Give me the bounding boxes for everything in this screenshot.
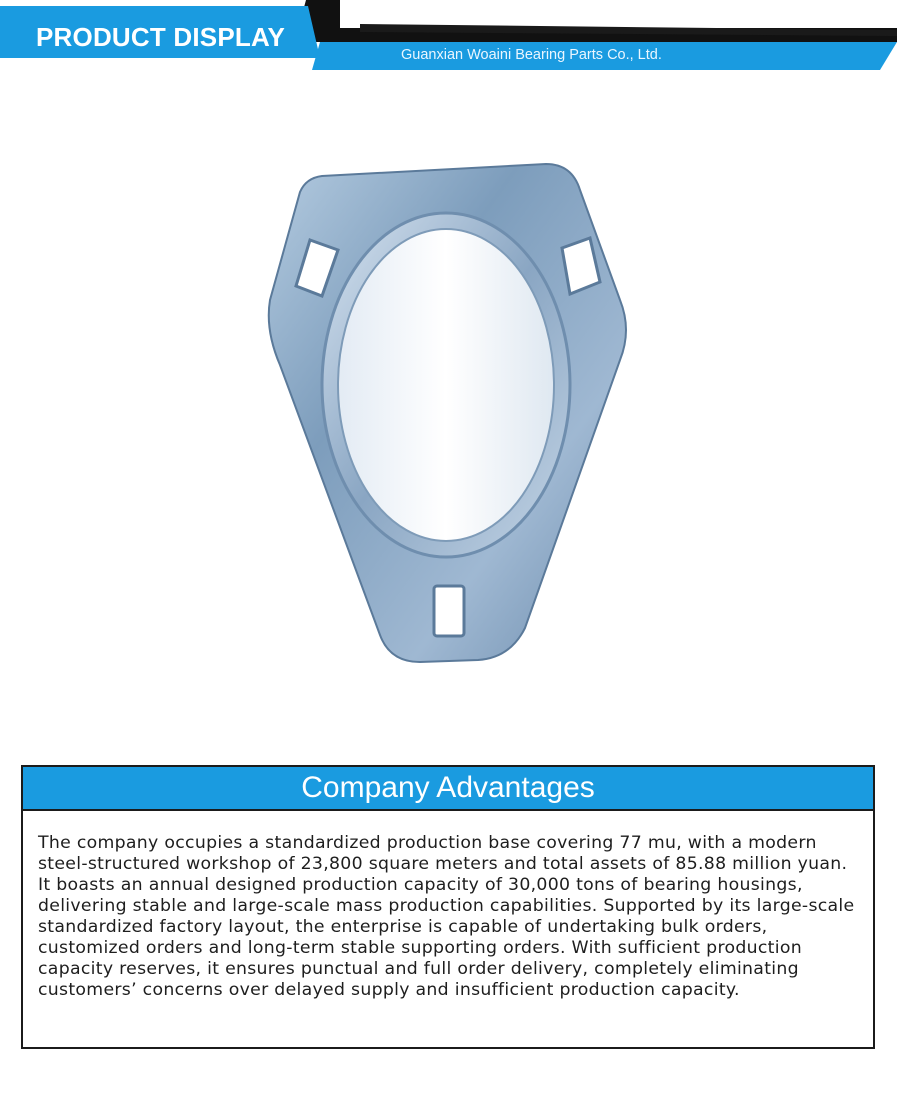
section-title: Company Advantages	[23, 767, 873, 811]
product-image	[100, 150, 800, 700]
company-advantages-panel	[21, 765, 875, 1049]
header-banner	[0, 0, 897, 72]
advantages-text: The company occupies a standardized production base covering 77 mu, with a modern steel-structured workshop of 23,800 square meters and total assets of 85.88 million yuan. It boasts an annual designed production capacity of 30,000 tons of bearing housings, delivering stable and large-scale mass production capabilities. Supported by its large-scale standardized factory layout, the enterprise is capable of undertaking bulk orders, customized orders and long-term stable supporting orders. With sufficient production capacity reserves, it ensures punctual and full order delivery, completely eliminating customers’ concerns over delayed supply and insufficient production capacity.	[38, 833, 855, 1000]
company-name: Guanxian Woaini Bearing Parts Co., Ltd.	[401, 47, 662, 63]
bearing-housing-flange-icon	[100, 150, 800, 700]
page-title: PRODUCT DISPLAY	[36, 22, 286, 52]
